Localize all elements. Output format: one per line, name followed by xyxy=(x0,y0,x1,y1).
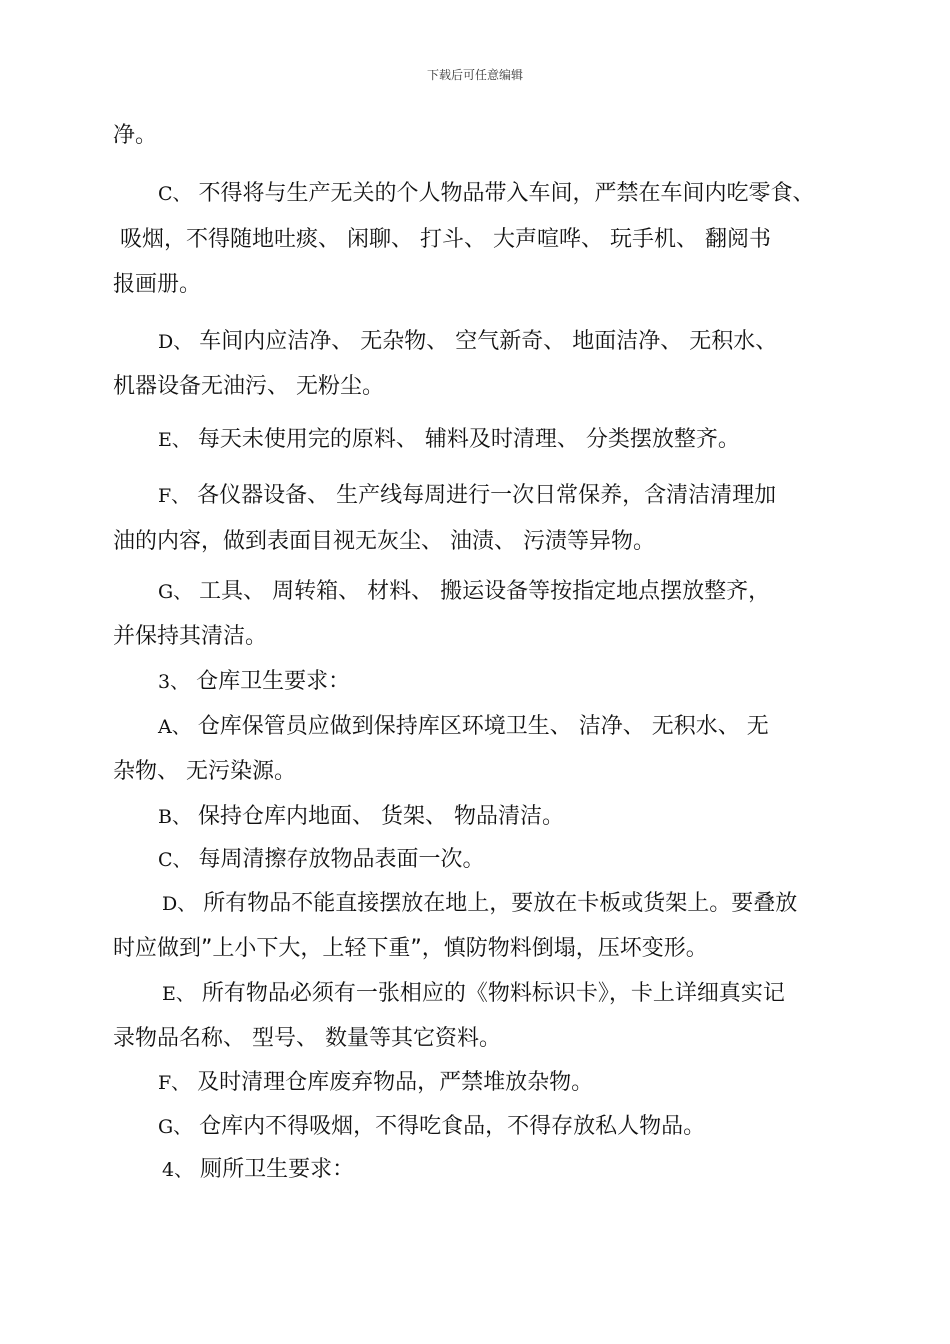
text-line: E、 每天未使用完的原料、 辅料及时清理、 分类摆放整齐。 xyxy=(158,427,740,452)
text-line: 录物品名称、 型号、 数量等其它资料。 xyxy=(113,1026,501,1051)
text-line: 4、 厕所卫生要求： xyxy=(162,1157,355,1182)
text-line: 报画册。 xyxy=(113,272,202,297)
text-line: C、 不得将与生产无关的个人物品带入车间，严禁在车间内吃零食、 xyxy=(158,181,815,206)
text-line: 净。 xyxy=(113,123,158,148)
text-line: B、 保持仓库内地面、 货架、 物品清洁。 xyxy=(158,804,564,829)
text-line: 杂物、 无污染源。 xyxy=(113,759,296,784)
text-line: 时应做到”上小下大，上轻下重”，慎防物料倒塌，压坏变形。 xyxy=(113,936,708,961)
text-line: 3、 仓库卫生要求： xyxy=(158,669,351,694)
text-line: G、 工具、 周转箱、 材料、 搬运设备等按指定地点摆放整齐， xyxy=(158,579,771,604)
text-line: A、 仓库保管员应做到保持库区环境卫生、 洁净、 无积水、 无 xyxy=(158,714,769,739)
text-line: 并保持其清洁。 xyxy=(113,624,268,649)
text-line: D、 所有物品不能直接摆放在地上，要放在卡板或货架上。要叠放 xyxy=(162,891,798,916)
text-line: E、 所有物品必须有一张相应的《物料标识卡》，卡上详细真实记 xyxy=(162,981,785,1006)
text-line: F、 及时清理仓库废弃物品，严禁堆放杂物。 xyxy=(158,1070,594,1095)
text-line: 吸烟，不得随地吐痰、 闲聊、 打斗、 大声喧哗、 玩手机、 翻阅书 xyxy=(113,227,771,252)
text-line: F、 各仪器设备、 生产线每周进行一次日常保养，含清洁清理加 xyxy=(158,483,777,508)
text-line: C、 每周清擦存放物品表面一次。 xyxy=(158,847,485,872)
text-line: D、 车间内应洁净、 无杂物、 空气新奇、 地面洁净、 无积水、 xyxy=(158,329,778,354)
text-line: 机器设备无油污、 无粉尘。 xyxy=(113,374,384,399)
text-line: 油的内容，做到表面目视无灰尘、 油渍、 污渍等异物。 xyxy=(113,529,655,554)
text-line: G、 仓库内不得吸烟，不得吃食品，不得存放私人物品。 xyxy=(158,1114,706,1139)
page-header: 下载后可任意编辑 xyxy=(426,68,523,82)
